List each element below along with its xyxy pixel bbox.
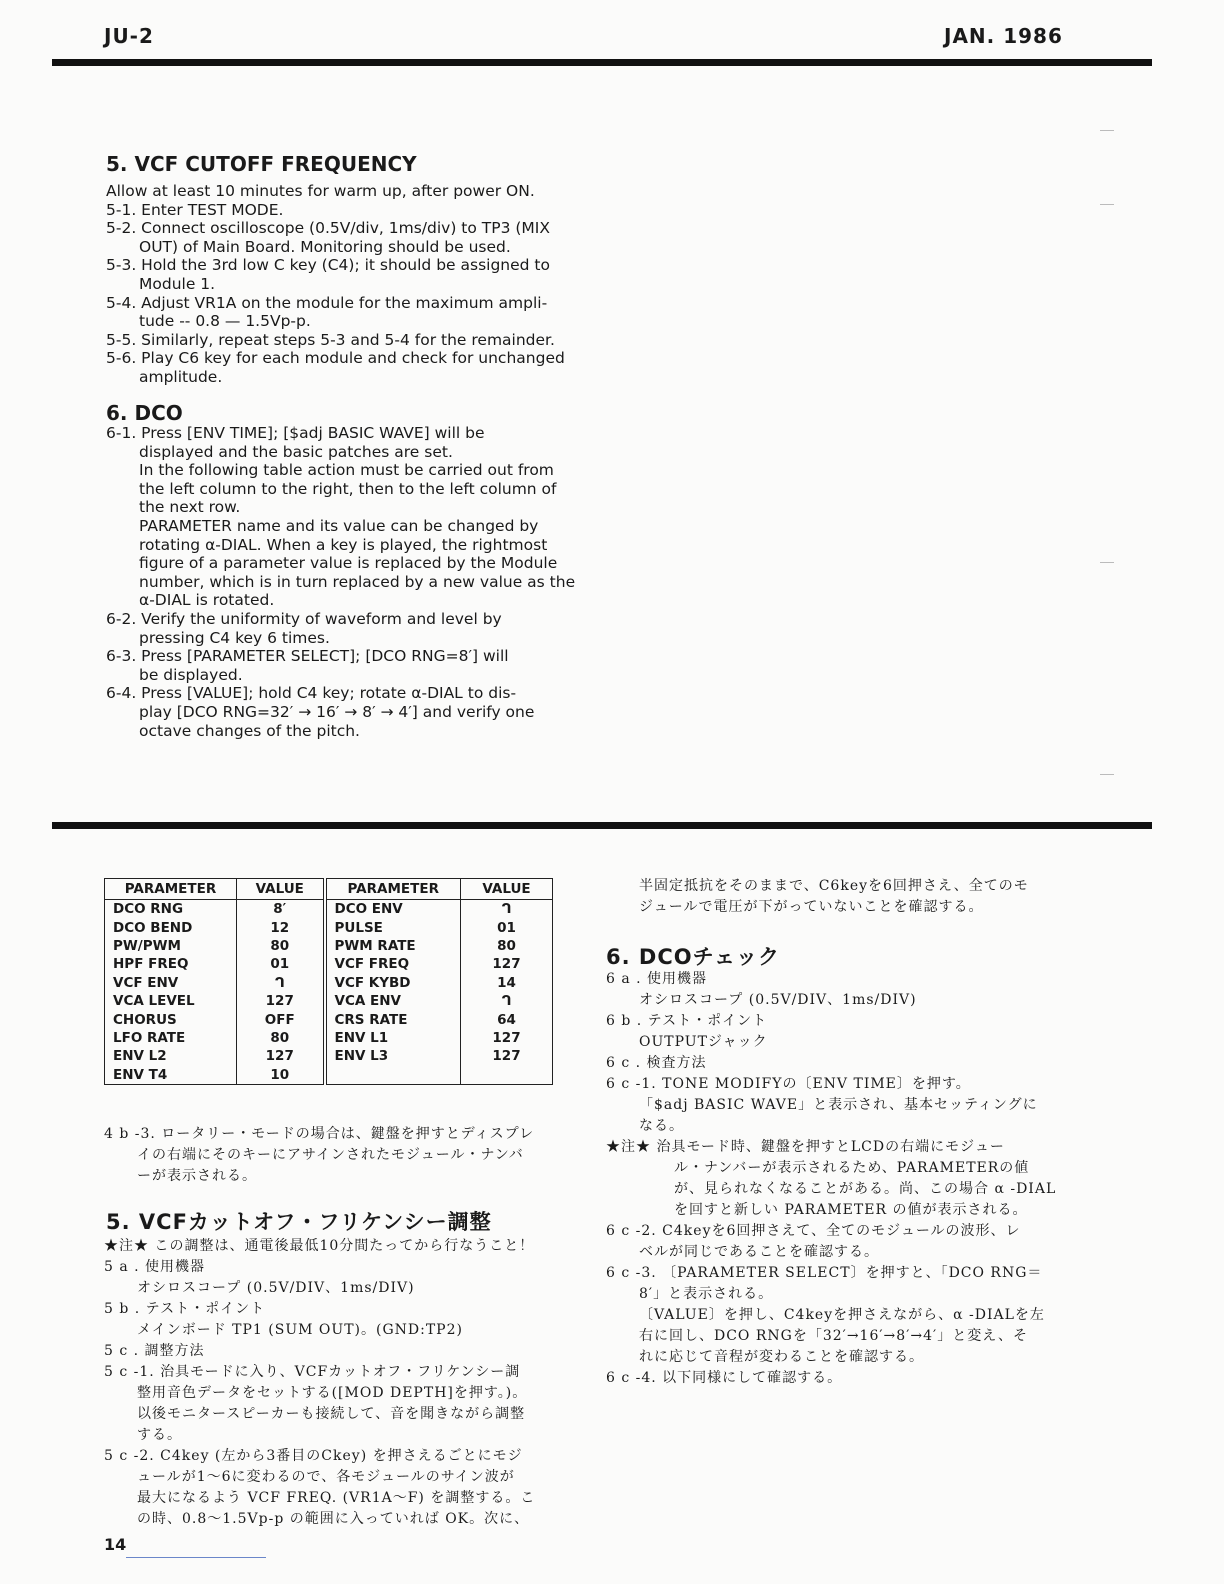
text-line: 6-2. Verify the uniformity of waveform and level by [106,609,502,628]
text-line: the next row. [139,498,241,517]
text-line: イの右端にそのキーにアサインされたモジュール・ナンバ [137,1147,524,1163]
parameter-value-cell: 80 [461,937,553,955]
parameter-name-cell [325,1066,461,1085]
parameter-name-cell: VCF KYBD [325,974,461,992]
parameter-name-cell: DCO BEND [105,918,237,936]
parameter-value-cell: 8′ [237,900,325,919]
text-line: be displayed. [139,665,243,684]
table-header: PARAMETER [105,879,237,900]
parameter-value-cell: ᒉ [237,974,325,992]
text-line: 6 c -1. TONE MODIFYの〔ENV TIME〕を押す。 [606,1076,971,1092]
text-line: 8′」と表示される。 [639,1286,774,1302]
middle-rule [52,822,1152,829]
table-row [105,992,553,1010]
text-line: の時、0.8～1.5Vp-p の範囲に入っていれば OK。次に、 [137,1511,530,1527]
text-line: 5 c . 調整方法 [104,1343,205,1359]
text-line: 5 c -2. C4key (左から3番目のCkey) を押さえるごとにモジ [104,1448,523,1464]
text-line: ジュールで電圧が下がっていないことを確認する。 [639,899,984,915]
text-line: OUT) of Main Board. Monitoring should be used. [139,237,511,256]
parameter-value-cell: 80 [237,937,325,955]
sec5-en-body [106,182,566,387]
parameter-value-cell: 127 [237,1047,325,1065]
table-row [105,974,553,992]
header-date: JAN. 1986 [944,24,1063,48]
text-line: In the following table action must be carried out from [139,461,554,480]
margin-mark [1100,562,1114,563]
text-line: 6 c . 検査方法 [606,1055,707,1071]
margin-mark [1100,204,1114,205]
text-line: 5 b . テスト・ポイント [104,1301,266,1317]
text-line: 半固定抵抗をそのままで、C6keyを6回押さえ、全てのモ [639,878,1029,894]
page-number: 14 [104,1535,127,1554]
text-line: 5-4. Adjust VR1A on the module for the maximum ampli- [106,293,548,312]
parameter-value-cell: ᒉ [461,900,553,919]
table-row [105,937,553,955]
text-line: 右に回し、DCO RNGを「32′→16′→8′→4′」と変え、そ [639,1328,1029,1344]
text-line: 最大になるよう VCF FREQ. (VR1A～F) を調整する。こ [137,1490,536,1506]
text-line: 5-1. Enter TEST MODE. [106,200,284,219]
text-line: 整用音色データをセットする([MOD DEPTH]を押す。)。 [137,1385,528,1401]
table-header: VALUE [461,879,553,900]
text-line: 5 c -1. 治具モードに入り、VCFカットオフ・フリケンシー調 [104,1364,521,1380]
text-line: rotating α-DIAL. When a key is played, the rightmost [139,535,548,554]
table-row [105,1066,553,1085]
text-line: OUTPUTジャック [639,1034,768,1050]
parameter-name-cell: CHORUS [105,1010,237,1028]
parameter-value-cell: 12 [237,918,325,936]
text-line: figure of a parameter value is replaced by the Module [139,554,558,573]
text-line: octave changes of the pitch. [139,721,360,740]
table-row [105,918,553,936]
parameter-name-cell: PWM RATE [325,937,461,955]
parameter-name-cell: DCO RNG [105,900,237,919]
text-line: 6 c -4. 以下同様にして確認する。 [606,1370,843,1386]
parameter-name-cell: ENV T4 [105,1066,237,1085]
text-line: number, which is in turn replaced by a new value as the [139,572,576,591]
text-line: the left column to the right, then to the left column of [139,479,557,498]
text-line: 5-3. Hold the 3rd low C key (C4); it should be assigned to [106,256,550,275]
text-line: 6-4. Press [VALUE]; hold C4 key; rotate α-DIAL to dis- [106,684,517,703]
parameter-name-cell: VCA LEVEL [105,992,237,1010]
parameter-name-cell: PULSE [325,918,461,936]
header-model: JU-2 [104,24,154,48]
text-line: 5-6. Play C6 key for each module and check for unchanged [106,349,565,368]
text-line: ベルが同じであることを確認する。 [639,1244,879,1260]
parameter-value-cell: 01 [461,918,553,936]
text-line: オシロスコープ (0.5V/DIV、1ms/DIV) [137,1280,415,1296]
parameter-value-cell: 64 [461,1010,553,1028]
text-line: する。 [137,1427,182,1443]
top-rule [52,59,1152,66]
text-line: 6-1. Press [ENV TIME]; [$adj BASIC WAVE] will be [106,424,485,442]
sec6-jp-body [606,969,1056,1389]
text-line: tude -- 0.8 — 1.5Vp-p. [139,312,311,331]
text-line: 「$adj BASIC WAVE」と表示され、基本セッティングに [639,1097,1038,1113]
parameter-value-cell [461,1066,553,1085]
text-line: 6 a . 使用機器 [606,971,708,987]
text-line: Allow at least 10 minutes for warm up, after power ON. [106,182,535,200]
text-line: 5-2. Connect oscilloscope (0.5V/div, 1ms/div) to TP3 (MIX [106,219,550,238]
parameter-name-cell: VCF ENV [105,974,237,992]
parameter-name-cell: HPF FREQ [105,955,237,973]
margin-mark [1100,774,1114,775]
table-header: PARAMETER [325,879,461,900]
text-line: 5 a . 使用機器 [104,1259,206,1275]
table-row [105,1010,553,1028]
table-row [105,1029,553,1047]
text-line: 6 c -3. 〔PARAMETER SELECT〕を押すと、「DCO RNG＝ [606,1265,1043,1281]
note-4b3-jp [104,1124,534,1187]
sec6-en-title: 6. DCO [106,401,183,425]
parameter-name-cell: VCA ENV [325,992,461,1010]
text-line: 以後モニタースピーカーも接続して、音を聞きながら調整 [137,1406,526,1422]
parameter-value-cell: 10 [237,1066,325,1085]
parameter-name-cell: VCF FREQ [325,955,461,973]
text-line: が、見られなくなることがある。尚、この場合 α -DIAL [674,1181,1057,1197]
parameter-table-wrap [104,878,553,1085]
footer-line [126,1557,266,1558]
text-line: を回すと新しい PARAMETER の値が表示される。 [674,1202,1028,1218]
parameter-name-cell: ENV L2 [105,1047,237,1065]
text-line: 4 b -3. ロータリー・モードの場合は、鍵盤を押すとディスプレ [104,1126,535,1142]
sec5-jp-continuation [606,876,1029,918]
sec6-en-body [106,424,576,740]
text-line: ★注★ 治具モード時、鍵盤を押すとLCDの右端にモジュー [606,1139,1005,1155]
parameter-value-cell: 127 [461,1029,553,1047]
text-line: α-DIAL is rotated. [139,591,275,610]
text-line: 〔VALUE〕を押し、C4keyを押さえながら、α -DIALを左 [639,1307,1045,1323]
text-line: play [DCO RNG=32′ → 16′ → 8′ → 4′] and verify one [139,702,535,721]
text-line: メインボード TP1 (SUM OUT)。(GND:TP2) [137,1322,463,1338]
sec6-jp-title: 6. DCOチェック [606,945,780,969]
parameter-name-cell: DCO ENV [325,900,461,919]
text-line: オシロスコープ (0.5V/DIV、1ms/DIV) [639,992,917,1008]
parameter-value-cell: ᒉ [461,992,553,1010]
text-line: れに応じて音程が変わることを確認する。 [639,1349,924,1365]
text-line: ュールが1～6に変わるので、各モジュールのサイン波が [137,1469,515,1485]
table-header: VALUE [237,879,325,900]
text-line: 5-5. Similarly, repeat steps 5-3 and 5-4 for the remainder. [106,330,555,349]
margin-mark [1100,130,1114,131]
text-line: ★注★ この調整は、通電後最低10分間たってから行なうこと！ [104,1238,535,1254]
text-line: amplitude. [139,367,223,386]
text-line: 6 b . テスト・ポイント [606,1013,768,1029]
parameter-value-cell: 14 [461,974,553,992]
table-row [105,1047,553,1065]
text-line: displayed and the basic patches are set. [139,442,453,461]
parameter-name-cell: CRS RATE [325,1010,461,1028]
parameter-value-cell: 127 [461,1047,553,1065]
parameter-name-cell: PW/PWM [105,937,237,955]
text-line: 6 c -2. C4keyを6回押さえて、全てのモジュールの波形、レ [606,1223,1021,1239]
parameter-value-cell: 80 [237,1029,325,1047]
text-line: ーが表示される。 [137,1168,257,1184]
text-line: PARAMETER name and its value can be changed by [139,516,539,535]
parameter-value-cell: 127 [461,955,553,973]
table-row [105,955,553,973]
text-line: なる。 [639,1118,684,1134]
table-row [105,900,553,919]
text-line: pressing C4 key 6 times. [139,628,330,647]
parameter-value-cell: OFF [237,1010,325,1028]
sec5-jp-title: 5. VCFカットオフ・フリケンシー調整 [106,1210,492,1234]
text-line: ル・ナンバーが表示されるため、PARAMETERの値 [674,1160,1030,1176]
parameter-table [104,878,553,1085]
text-line: Module 1. [139,274,216,293]
parameter-name-cell: ENV L1 [325,1029,461,1047]
text-line: 6-3. Press [PARAMETER SELECT]; [DCO RNG=8′] will [106,647,509,666]
sec5-en-title: 5. VCF CUTOFF FREQUENCY [106,152,417,176]
sec5-jp-body [104,1236,535,1530]
parameter-name-cell: ENV L3 [325,1047,461,1065]
parameter-name-cell: LFO RATE [105,1029,237,1047]
parameter-value-cell: 127 [237,992,325,1010]
parameter-value-cell: 01 [237,955,325,973]
